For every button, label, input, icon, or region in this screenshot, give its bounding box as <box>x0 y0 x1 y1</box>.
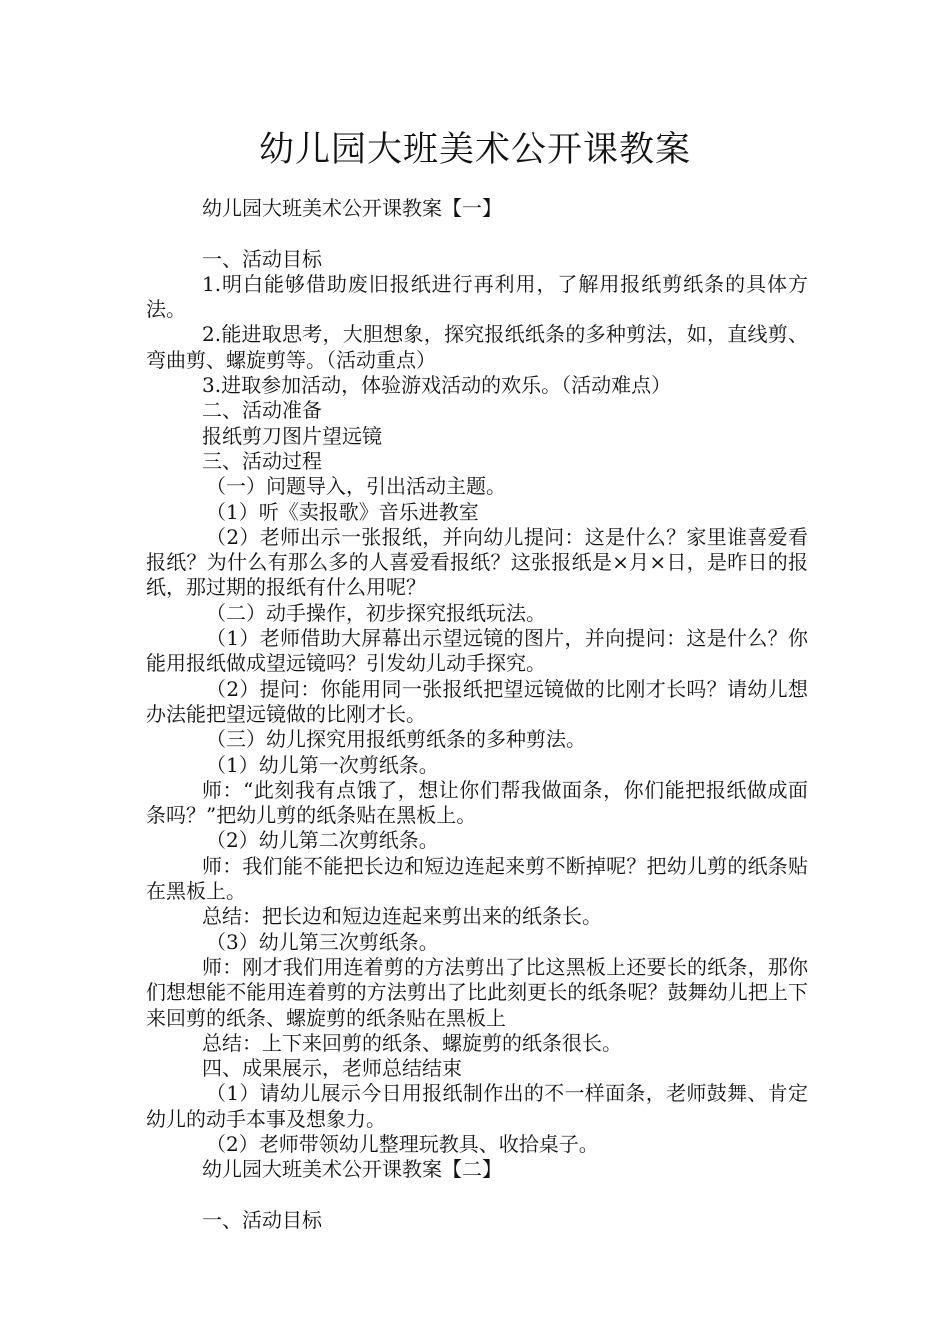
process-step-1-1: （1）听《卖报歌》音乐进教室 <box>206 499 479 524</box>
blank-line <box>146 1183 808 1208</box>
process-step-1: （一）问题导入，引出活动主题。 <box>206 474 506 499</box>
summary-1: 总结：把长边和短边连起来剪出来的纸条长。 <box>202 904 602 929</box>
process-step-1-2: （2）老师出示一张报纸，并向幼儿提问：这是什么？家里谁喜爱看报纸？为什么有那么多的人喜爱看报纸？这张报纸是×月×日，是昨日的报纸，那过期的报纸有什么用呢？ <box>146 524 808 600</box>
preparation-materials: 报纸剪刀图片望远镜 <box>202 423 382 448</box>
heading-process: 三、活动过程 <box>202 448 322 473</box>
results-step-1: （1）请幼儿展示今日用报纸制作出的不一样面条，老师鼓舞、肯定幼儿的动手本事及想象力。 <box>146 1081 808 1131</box>
results-step-2: （2）老师带领幼儿整理玩教具、收拾桌子。 <box>206 1131 599 1156</box>
goal-1: 1.明白能够借助废旧报纸进行再利用，了解用报纸剪纸条的具体方法。 <box>146 271 808 322</box>
heading-preparation: 二、活动准备 <box>202 398 322 423</box>
process-step-2-2: （2）提问：你能用同一张报纸把望远镜做的比刚才长吗？请幼儿想办法能把望远镜做的比刚才长。 <box>146 676 808 726</box>
section-heading-lesson-2: 幼儿园大班美术公开课教案【二】 <box>202 1157 502 1182</box>
teacher-line-3: 师：刚才我们用连着剪的方法剪出了比这黑板上还要长的纸条，那你们想想能不能用连着剪的方法剪出了比此刻更长的纸条呢？鼓舞幼儿把上下来回剪的纸条、螺旋剪的纸条贴在黑板上 <box>146 954 808 1030</box>
section-heading-lesson-1: 幼儿园大班美术公开课教案【一】 <box>202 196 502 220</box>
process-step-3: （三）幼儿探究用报纸剪纸条的多种剪法。 <box>206 727 586 752</box>
goal-2: 2.能进取思考，大胆想象，探究报纸纸条的多种剪法，如，直线剪、弯曲剪、螺旋剪等。（活动重点） <box>146 322 808 372</box>
process-step-2: （二）动手操作，初步探究报纸玩法。 <box>206 600 546 625</box>
process-step-2-1: （1）老师借助大屏幕出示望远镜的图片，并向提问：这是什么？你能用报纸做成望远镜吗？引发幼儿动手探究。 <box>146 626 808 676</box>
document-title: 幼儿园大班美术公开课教案 <box>258 130 691 170</box>
teacher-line-1: 师：“此刻我有点饿了，想让你们帮我做面条，你们能把报纸做成面条吗？”把幼儿剪的纸条贴在黑板上。 <box>146 777 808 828</box>
blank-line <box>146 221 808 246</box>
process-step-3-1: （1）幼儿第一次剪纸条。 <box>206 752 439 777</box>
heading-goals: 一、活动目标 <box>202 246 322 271</box>
teacher-line-2: 师：我们能不能把长边和短边连起来剪不断掉呢？把幼儿剪的纸条贴在黑板上。 <box>146 853 808 904</box>
goal-3: 3.进取参加活动，体验游戏活动的欢乐。（活动难点） <box>202 373 672 398</box>
process-step-3-2: （2）幼儿第二次剪纸条。 <box>206 828 439 853</box>
heading-goals-2: 一、活动目标 <box>202 1207 322 1232</box>
heading-results: 四、成果展示，老师总结结束 <box>202 1056 462 1081</box>
document-body <box>146 196 808 1233</box>
process-step-3-3: （3）幼儿第三次剪纸条。 <box>206 929 439 954</box>
summary-2: 总结：上下来回剪的纸条、螺旋剪的纸条很长。 <box>202 1030 622 1055</box>
